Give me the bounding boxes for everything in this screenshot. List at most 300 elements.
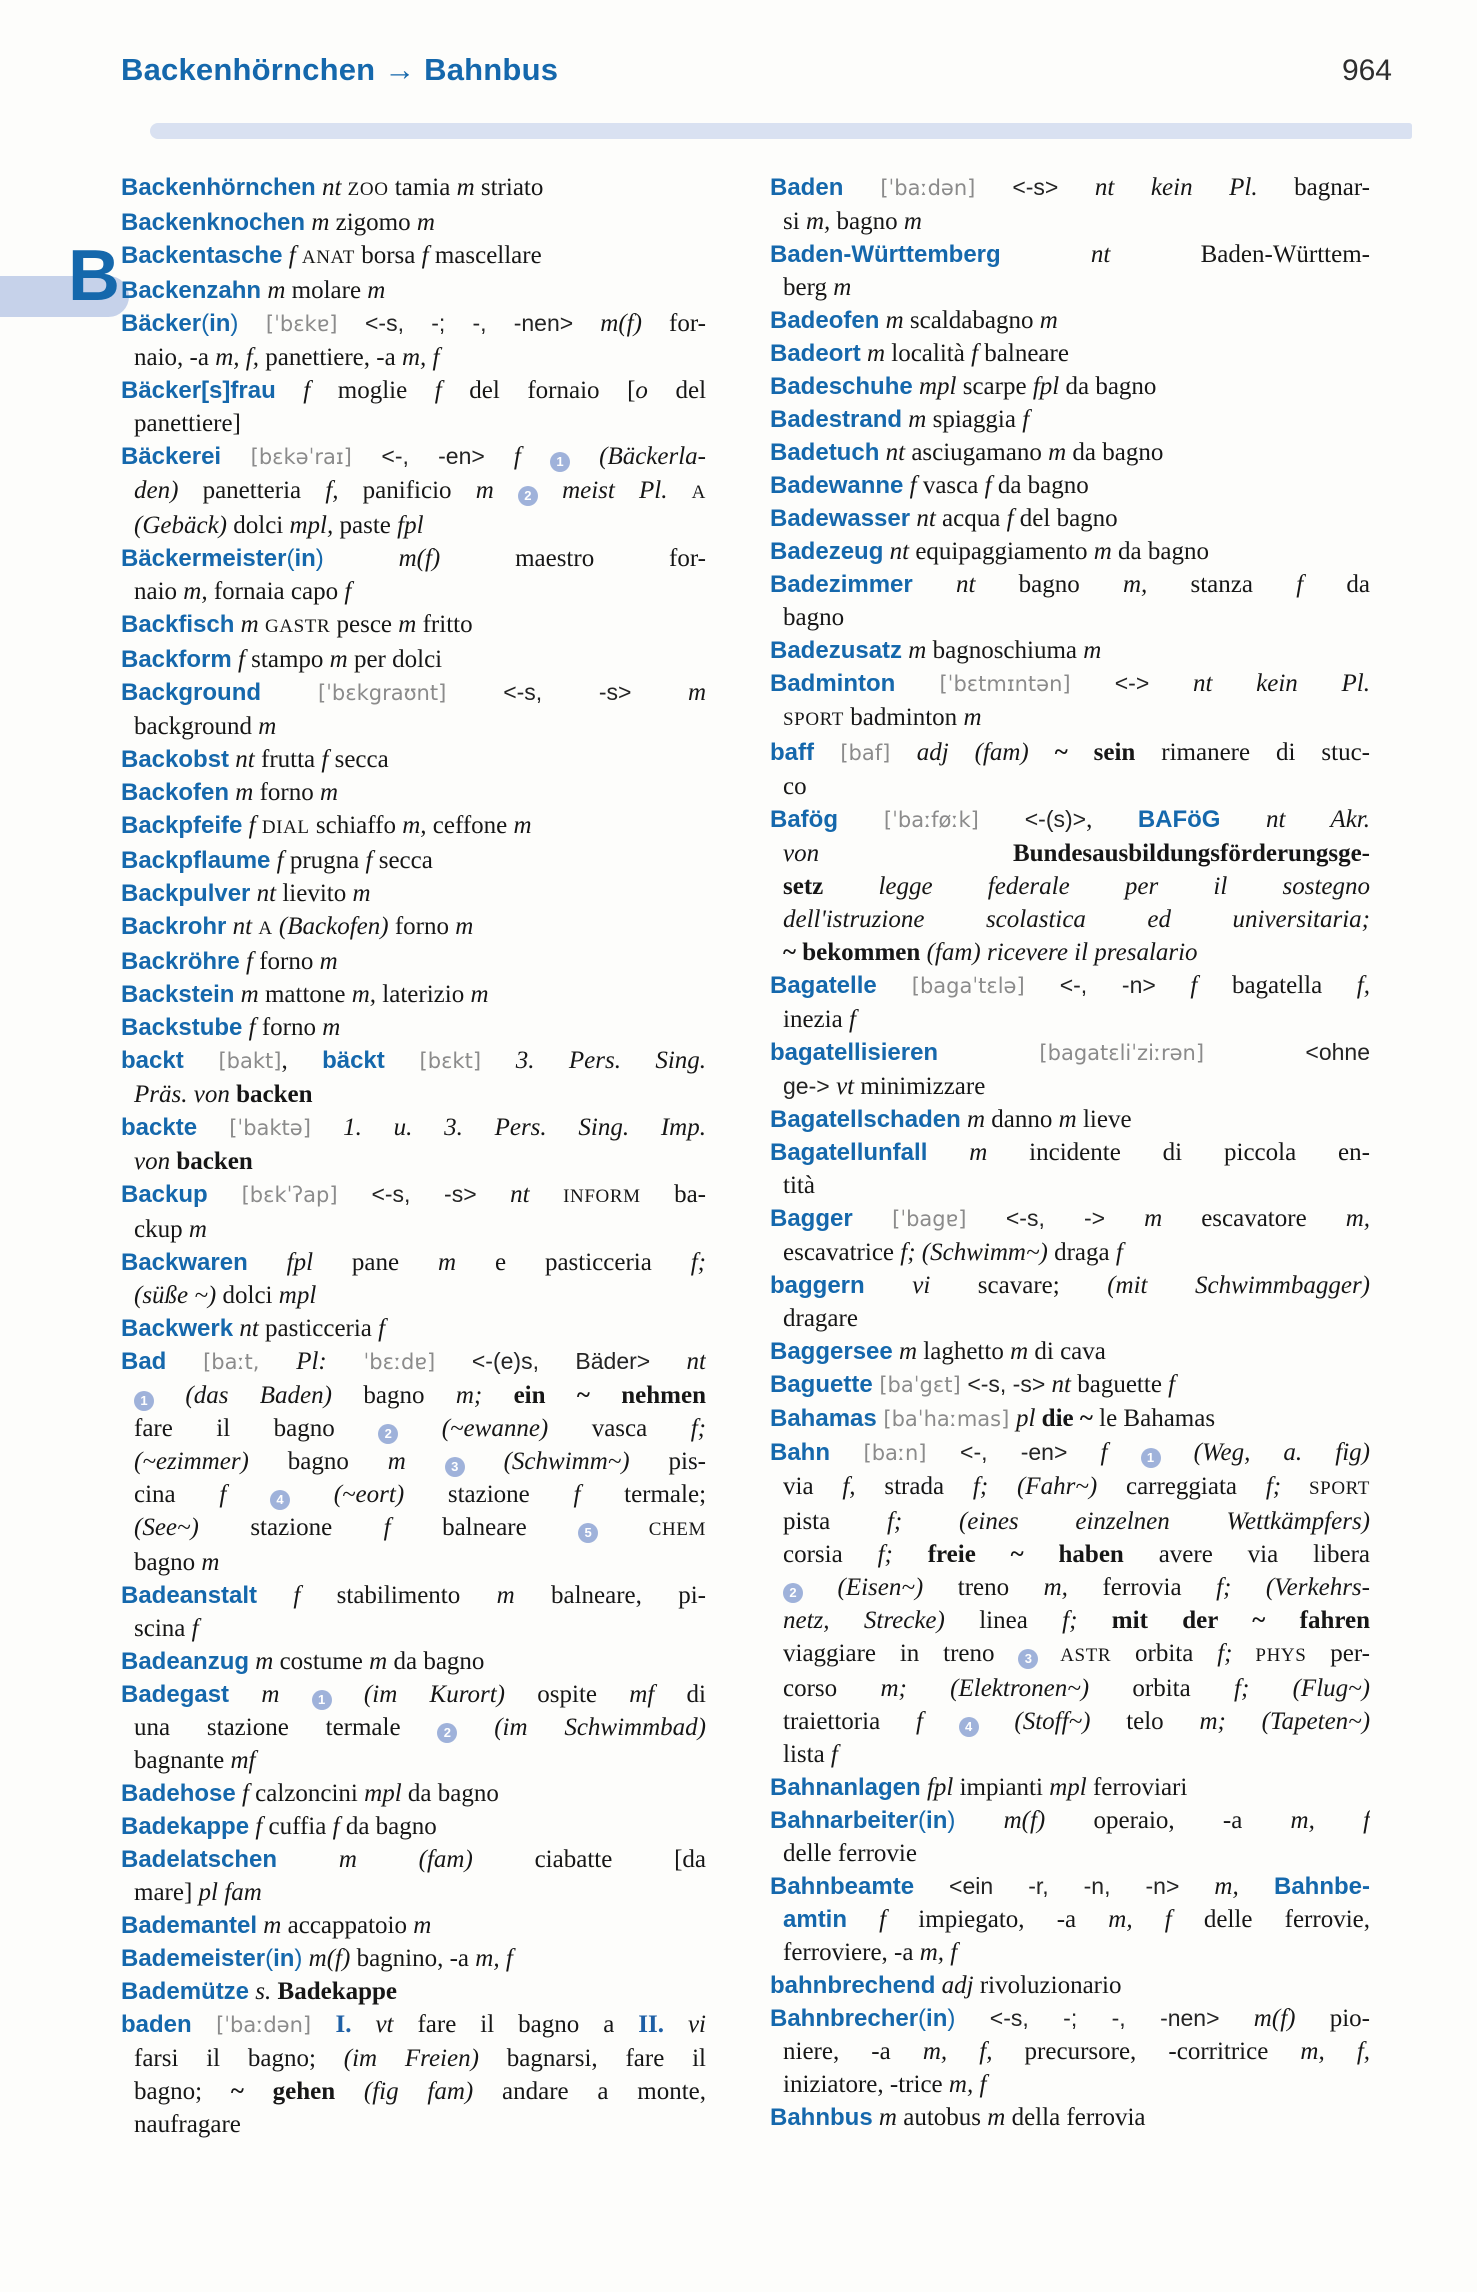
dictionary-entry <box>121 1645 706 1678</box>
headword: Badezeug <box>770 538 884 565</box>
text-run: pesce <box>330 611 399 638</box>
pronunciation: ˈbɛːdɐ] <box>326 1350 472 1374</box>
entry-line <box>770 2068 1370 2101</box>
dictionary-entry <box>121 171 706 206</box>
text-run: accappatoio <box>287 1912 414 1939</box>
subject-label: ASTR <box>1038 1645 1112 1666</box>
entry-line <box>770 701 1370 736</box>
headword: ( <box>918 1807 927 1834</box>
text-run: 1. u. 3. Pers. Sing. Imp. <box>343 1114 706 1141</box>
pronunciation: [bɛkt] <box>384 1049 516 1073</box>
dictionary-entry <box>121 1579 706 1645</box>
headword: in <box>273 1945 295 1972</box>
text-run: bagnoschiuma <box>932 637 1084 664</box>
text-run: fare il bagno <box>134 1415 379 1442</box>
text-run: pl <box>1015 1405 1042 1432</box>
text-run: avere via libera <box>1123 1541 1370 1568</box>
text-run: m <box>369 1648 388 1675</box>
entry-line <box>121 945 706 978</box>
text-run: m <box>438 1249 457 1276</box>
text-run: f <box>383 1514 391 1541</box>
entry-line <box>770 1637 1370 1672</box>
text-run: del bagno <box>1013 505 1118 532</box>
text-run: lieve <box>1076 1106 1132 1133</box>
text-run: m(f) <box>955 1807 1094 1834</box>
text-run: pio- <box>1329 2005 1370 2032</box>
dictionary-entry <box>121 1178 706 1246</box>
grammar-info: <-s, -> <box>1005 1205 1106 1231</box>
entry-line <box>121 608 706 643</box>
text-run: f <box>275 377 338 404</box>
text-run: scarpe <box>962 373 1033 400</box>
text-run: (See~) <box>134 1514 199 1541</box>
headword: Bahnbus <box>770 2104 873 2131</box>
text-run: die ~ <box>1041 1405 1093 1432</box>
dictionary-entry <box>121 1111 706 1178</box>
text-run: pane <box>351 1249 439 1276</box>
entry-line <box>770 469 1370 502</box>
dictionary-entry <box>121 776 706 809</box>
entry-line <box>121 1145 706 1178</box>
text-run: f <box>434 377 442 404</box>
text-run: 3. Pers. Sing. <box>515 1047 706 1074</box>
text-run: m(f) <box>573 310 642 337</box>
text-run: nt Akr. <box>1220 806 1370 833</box>
sense-number-badge: 4 <box>959 1717 979 1737</box>
headword: ( <box>286 545 295 572</box>
dictionary-entry <box>770 436 1370 469</box>
entry-line <box>770 1169 1370 1202</box>
text-run: f <box>847 1906 919 1933</box>
headword: ( <box>918 2005 927 2032</box>
entry-line <box>121 1044 706 1078</box>
text-run: , <box>281 1047 323 1074</box>
text-run: da <box>1303 571 1370 598</box>
text-run: m <box>927 1139 1030 1166</box>
entry-line <box>770 634 1370 667</box>
subject-label: DIAL <box>261 817 310 838</box>
text-run: f <box>971 340 979 367</box>
text-run: delle ferrovie <box>783 1840 917 1867</box>
text-run: f <box>830 1741 838 1768</box>
dictionary-entry <box>770 1368 1370 1402</box>
dictionary-entry <box>770 238 1370 304</box>
entry-line <box>770 1604 1370 1637</box>
entry-line <box>770 568 1370 601</box>
dictionary-entry <box>121 374 706 440</box>
text-run: zigomo <box>335 209 417 236</box>
text-run: pis- <box>629 1448 706 1475</box>
text-run: badminton <box>844 704 964 731</box>
text-run: (Weg, a. fig) <box>1160 1439 1370 1466</box>
text-run: scavare; <box>977 1272 1108 1299</box>
dictionary-entry <box>121 978 706 1011</box>
entry-line <box>121 1312 706 1345</box>
text-run: m(f) <box>1219 2005 1330 2032</box>
headword: Bahn <box>770 1439 830 1466</box>
entry-line <box>770 1136 1370 1169</box>
text-run: vi <box>864 1272 978 1299</box>
text-run: ospite <box>505 1681 630 1708</box>
text-run: da bagno <box>991 472 1089 499</box>
entry-line <box>770 1335 1370 1368</box>
text-run: carreggiata <box>1097 1473 1266 1500</box>
dictionary-entry <box>121 274 706 307</box>
text-run: f; <box>690 1249 706 1276</box>
text-run: nt <box>650 1348 706 1375</box>
sense-number-badge: 2 <box>437 1723 457 1743</box>
text-run: fpl <box>1032 373 1060 400</box>
text-run: ferrovia <box>1067 1574 1217 1601</box>
entry-line <box>770 1036 1370 1070</box>
dictionary-entry <box>121 1044 706 1111</box>
dictionary-entry <box>770 403 1370 436</box>
dictionary-entry <box>121 1909 706 1942</box>
headword: Backstein <box>121 981 235 1008</box>
text-run: m <box>367 277 386 304</box>
entry-line <box>121 1178 706 1213</box>
text-run: da bagno <box>1111 538 1209 565</box>
entry-line <box>121 206 706 239</box>
entry-line <box>770 205 1370 238</box>
text-run: m <box>329 646 348 673</box>
text-run: lievito <box>282 880 353 907</box>
text-run: m, f <box>475 1945 513 1972</box>
headword: Bäcker <box>121 310 202 337</box>
text-run: asciugamano <box>911 439 1049 466</box>
entry-line <box>121 1711 706 1744</box>
text-run: mpl <box>912 373 963 400</box>
entry-line <box>770 1202 1370 1236</box>
text-run: m <box>416 209 435 236</box>
sense-number-badge: 1 <box>134 1391 154 1411</box>
text-run: m <box>963 704 982 731</box>
text-run: m <box>872 2104 904 2131</box>
entry-line <box>770 1837 1370 1870</box>
text-run: mare] <box>134 1879 199 1906</box>
sense-number-badge: 2 <box>378 1424 398 1444</box>
pronunciation: [ˈbaktə] <box>197 1116 344 1140</box>
text-run: ein ~ nehmen <box>482 1382 706 1409</box>
pronunciation: [ˈbaːdən] <box>191 2013 336 2037</box>
text-run: autobus <box>903 2104 988 2131</box>
text-run: balneare, pi- <box>514 1582 706 1609</box>
dictionary-entry <box>770 337 1370 370</box>
grammar-info: <-, -en> <box>960 1439 1068 1465</box>
pronunciation: [baˈhaːmas] <box>876 1407 1016 1431</box>
text-run: m, f, <box>1300 2038 1370 2065</box>
dictionary-entry <box>121 2008 706 2141</box>
entry-line <box>121 1909 706 1942</box>
text-run: m <box>234 611 265 638</box>
text-run: rimanere di stuc- <box>1135 739 1370 766</box>
entry-line <box>121 776 706 809</box>
text-run: m <box>1105 1205 1202 1232</box>
text-run: berg <box>783 274 834 301</box>
entry-line <box>121 809 706 844</box>
dictionary-entry <box>770 568 1370 634</box>
text-run: for- <box>641 310 706 337</box>
text-run: freie ~ haben <box>892 1541 1124 1568</box>
text-run: le Bahamas <box>1092 1405 1216 1432</box>
entry-line <box>121 171 706 206</box>
text-run: (Schwimm~) <box>464 1448 630 1475</box>
text-run: bagnante <box>134 1747 231 1774</box>
headword: Badminton <box>770 670 896 697</box>
entry-line <box>770 1436 1370 1470</box>
dictionary-entry <box>770 304 1370 337</box>
text-run: m <box>201 1549 220 1576</box>
text-run: niere, -a <box>783 2038 923 2065</box>
text-run: panetteria <box>178 477 326 504</box>
dictionary-entry <box>121 1345 706 1579</box>
headword: Baggersee <box>770 1338 893 1365</box>
entry-line <box>121 1279 706 1312</box>
text-run: del <box>647 377 706 404</box>
pronunciation: [ˈbaːdən] <box>843 176 1013 200</box>
headword: Badeofen <box>770 307 880 334</box>
text-run: m, <box>805 208 831 235</box>
headword: ) <box>230 310 239 337</box>
text-run: (Gebäck) <box>134 512 227 539</box>
text-run: telo <box>1090 1708 1200 1735</box>
headword: Backwaren <box>121 1249 248 1276</box>
text-run: mascellare <box>428 242 542 269</box>
headword: Badezusatz <box>770 637 903 664</box>
entry-line <box>770 1103 1370 1136</box>
headword: Bagatellschaden <box>770 1106 961 1133</box>
text-run: mpl, <box>289 512 334 539</box>
text-run: f <box>249 1813 269 1840</box>
entry-line <box>121 1511 706 1546</box>
pronunciation: [bakt] <box>183 1049 282 1073</box>
dictionary-entry <box>121 206 706 239</box>
text-run: stazione <box>404 1481 574 1508</box>
entry-line <box>770 1738 1370 1771</box>
dictionary-entry <box>121 643 706 676</box>
text-run: m <box>229 1681 312 1708</box>
text-run: (Bäckerla- <box>570 443 706 470</box>
text-run: acqua <box>942 505 1007 532</box>
headword: Backröhre <box>121 948 240 975</box>
subject-label: GASTR <box>264 616 331 637</box>
page-number: 964 <box>1341 54 1392 87</box>
text-run: (~ezimmer) <box>134 1448 249 1475</box>
text-run: spiaggia <box>932 406 1023 433</box>
text-run: di <box>654 1681 706 1708</box>
text-run: secca <box>372 847 433 874</box>
headword: Baden <box>770 174 844 201</box>
text-run: località <box>891 340 972 367</box>
dictionary-entry <box>770 1436 1370 1771</box>
headword: Badegast <box>121 1681 230 1708</box>
entry-line <box>121 1744 706 1777</box>
headword: bahnbrechend <box>770 1972 936 1999</box>
text-run: f <box>573 1481 581 1508</box>
sense-number-badge: 2 <box>783 1583 803 1603</box>
headword: Baden-Württemberg <box>770 241 1001 268</box>
text-run: f, <box>842 1473 856 1500</box>
text-run: f <box>282 242 302 269</box>
entry-line <box>121 1445 706 1478</box>
entry-line <box>121 307 706 341</box>
text-run: m (fam) <box>277 1846 535 1873</box>
headword: Backenhörnchen <box>121 174 316 201</box>
headword: Backobst <box>121 746 230 773</box>
entry-line <box>121 1111 706 1145</box>
text-run: naio <box>134 578 184 605</box>
dictionary-entry <box>770 1036 1370 1103</box>
text-run: f <box>915 1708 959 1735</box>
text-run: f <box>421 242 429 269</box>
dictionary-entry <box>770 803 1370 969</box>
text-run: f; (Flug~) <box>1234 1675 1370 1702</box>
text-run: treno <box>923 1574 1044 1601</box>
text-run: striato <box>474 174 544 201</box>
text-run: nt <box>229 746 261 773</box>
entry-line <box>121 877 706 910</box>
entry-line <box>770 1771 1370 1804</box>
headword: Backrohr <box>121 913 227 940</box>
text-run: mf <box>230 1747 256 1774</box>
text-run: f <box>1022 406 1030 433</box>
dictionary-entry <box>770 634 1370 667</box>
dictionary-entry <box>121 1312 706 1345</box>
text-run: m <box>413 1912 432 1939</box>
text-run: impiegato, -a <box>918 1906 1109 1933</box>
text-run: f; (eines einzelnen Wettkämpfers) <box>886 1508 1370 1535</box>
text-run: fritto <box>416 611 473 638</box>
text-run: f, <box>325 477 339 504</box>
text-run: baguette <box>1077 1371 1169 1398</box>
text-run: frutta <box>261 746 322 773</box>
text-run: m <box>1039 307 1058 334</box>
text-run: m <box>387 1448 445 1475</box>
text-run: stazione <box>198 1514 384 1541</box>
grammar-info: ge-> <box>783 1073 837 1099</box>
headword: Backup <box>121 1181 208 1208</box>
entry-line <box>121 844 706 877</box>
headword: bäckt <box>322 1047 385 1074</box>
text-run: m <box>987 2104 1006 2131</box>
text-run: m <box>475 477 518 504</box>
headword: Backpulver <box>121 880 251 907</box>
text-run: mit der ~ fahren <box>1077 1607 1370 1634</box>
entry-line <box>121 710 706 743</box>
text-run: Pl: <box>296 1348 327 1375</box>
text-run: von <box>134 1148 177 1175</box>
entry-line <box>121 474 706 509</box>
dictionary-entry <box>770 1969 1370 2002</box>
text-run: m <box>470 981 489 1008</box>
text-run: mpl <box>278 1282 317 1309</box>
headword: Bahnbe- <box>1238 1873 1370 1900</box>
sense-number-badge: 1 <box>1141 1448 1161 1468</box>
text-run: traiettoria <box>783 1708 916 1735</box>
entry-line <box>770 1804 1370 1837</box>
pronunciation: [ˈbɛtmɪntən] <box>895 672 1115 696</box>
headword: Baguette <box>770 1371 873 1398</box>
text-run: m <box>1010 1338 1029 1365</box>
entry-line <box>121 440 706 474</box>
entry-line <box>770 1505 1370 1538</box>
text-run: f; (Fahr~) <box>972 1473 1098 1500</box>
headword: in <box>209 310 231 337</box>
headword: ) <box>315 545 324 572</box>
text-run: fare il bagno a <box>417 2011 639 2038</box>
headword: Badeanzug <box>121 1648 250 1675</box>
entry-line <box>770 238 1370 271</box>
text-run: una stazione termale <box>134 1714 438 1741</box>
text-run: m <box>496 1582 515 1609</box>
dictionary-entry <box>121 743 706 776</box>
text-run: e pasticceria <box>456 1249 691 1276</box>
text-run: m, <box>1345 1205 1370 1232</box>
text-run: m <box>258 713 277 740</box>
dictionary-entry <box>770 1402 1370 1436</box>
text-run: f, <box>1356 972 1370 999</box>
text-run: nt <box>912 571 1019 598</box>
entry-line <box>770 171 1370 205</box>
text-run: m <box>513 812 532 839</box>
entry-line <box>121 910 706 945</box>
headword: Bahnanlagen <box>770 1774 921 1801</box>
text-run: m <box>188 1216 207 1243</box>
subject-label: SPORT <box>1281 1478 1370 1499</box>
text-run: ~ sein <box>1028 739 1136 766</box>
entry-line <box>770 2035 1370 2068</box>
entry-line <box>770 1302 1370 1335</box>
sense-number-badge: 1 <box>550 452 570 472</box>
text-run: f <box>257 1582 337 1609</box>
entry-line <box>121 1843 706 1876</box>
text-run: m, <box>351 981 377 1008</box>
headword: Bademütze <box>121 1978 250 2005</box>
headword: Bademantel <box>121 1912 258 1939</box>
text-run: della ferrovia <box>1005 2104 1146 2131</box>
letter-tab-label: B <box>68 236 120 316</box>
text-run: scaldabagno <box>909 307 1040 334</box>
dictionary-entry <box>770 1202 1370 1269</box>
entry-line <box>770 936 1370 969</box>
entry-line <box>121 2075 706 2108</box>
pronunciation: [baːt, <box>166 1350 297 1374</box>
entry-line <box>770 1903 1370 1936</box>
text-run: m <box>1058 1106 1077 1133</box>
sense-number-badge: 2 <box>518 486 538 506</box>
dictionary-entry <box>121 809 706 844</box>
text-run: m <box>305 209 336 236</box>
text-run: ciabatte [da <box>534 1846 706 1873</box>
text-run: co <box>783 773 807 800</box>
grammar-info: <-(e)s, Bäder> <box>471 1348 651 1374</box>
text-run: danno <box>991 1106 1059 1133</box>
entry-line <box>121 1579 706 1612</box>
dictionary-entry <box>121 1246 706 1312</box>
entry-line <box>770 1402 1370 1436</box>
left-column <box>121 171 706 2141</box>
entry-line <box>121 509 706 542</box>
entry-line <box>770 1269 1370 1302</box>
text-run: m <box>960 1106 992 1133</box>
text-run: m <box>902 406 933 433</box>
dictionary-entry <box>121 910 706 945</box>
headword: ( <box>265 1945 274 1972</box>
headword: Bahnbrecher <box>770 2005 919 2032</box>
pronunciation: [ˈbɛkɐ] <box>238 312 365 336</box>
grammar-info: <ohne <box>1305 1039 1370 1065</box>
entry-line <box>770 1571 1370 1604</box>
